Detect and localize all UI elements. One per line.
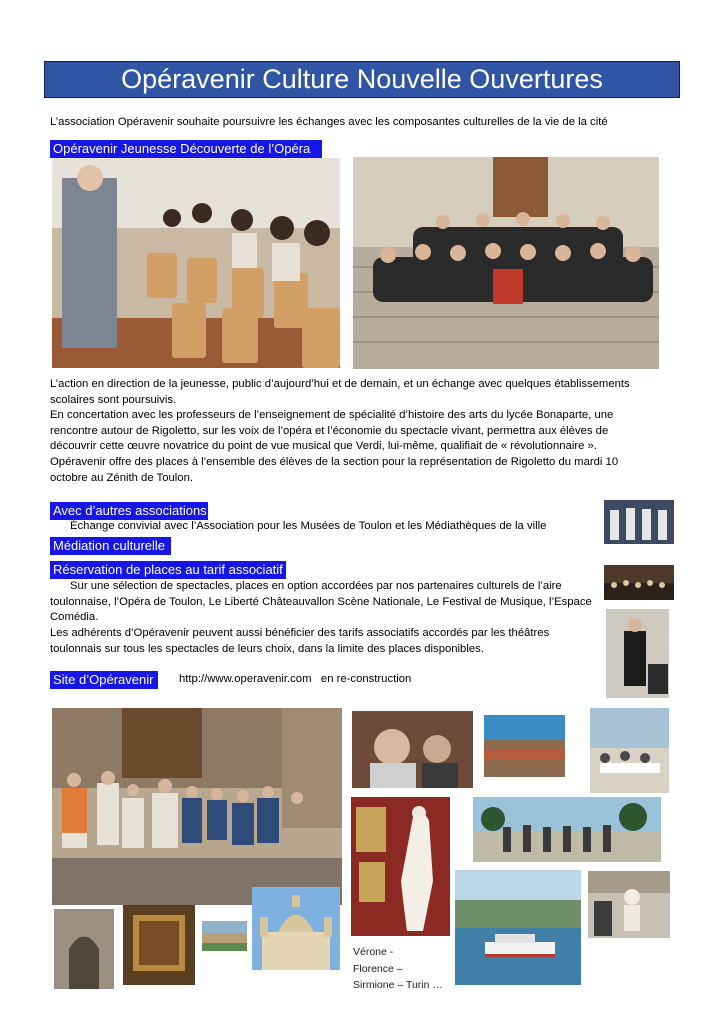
section-heading-site: Site d’Opéravenir	[50, 671, 158, 689]
travel-caption	[353, 944, 443, 994]
photo-couple	[352, 711, 473, 788]
jeunesse-paragraph-2: En concertation avec les professeurs de l’enseignement de spécialité d’histoire des arts du lycée Bonaparte, une rencontre autour de Rigoletto, sur les voix de l’opéra et l’économie du spectacle vivant, permettra aux élèves de découvrir cette œuvre novatrice du point de vue musical que Verdi, lui-même, qualifiait de « révolutionnaire ».	[50, 409, 614, 453]
section-heading-jeunesse: Opéravenir Jeunesse Découverte de l’Opéra	[50, 140, 322, 158]
jeunesse-text	[50, 377, 630, 486]
reservation-paragraph-2: Les adhérents d’Opéravenir peuvent aussi bénéficier des tarifs associatifs accordés par les théâtres toulonnais sur tous les spectacles de leurs choix, dans la limite des places disponibles.	[50, 627, 550, 655]
photo-bust-visit	[588, 871, 670, 938]
caption-line: Sirmione – Turin …	[353, 979, 443, 991]
site-url-line	[179, 673, 411, 685]
page-title: Opéravenir Culture Nouvelle Ouvertures	[44, 61, 680, 98]
photo-lecture-classroom	[52, 158, 340, 368]
photo-cloister	[202, 921, 247, 951]
site-status: en re-construction	[320, 673, 412, 685]
photo-painting-altar	[123, 905, 195, 985]
photo-orchestra	[604, 565, 674, 600]
photo-stage-performers	[604, 500, 674, 544]
section-heading-associations: Avec d’autres associations	[50, 502, 208, 520]
jeunesse-paragraph-3: Opéravenir offre des places à l’ensemble des élèves de la section pour la représentation de Rigoletto du mardi 10 octobre au Zénith de Toulon.	[50, 455, 619, 484]
photo-conductor	[606, 609, 669, 698]
photo-verona-group	[52, 708, 342, 905]
caption-line: Vérone -	[353, 946, 394, 958]
photo-museum-statue	[351, 797, 450, 936]
reservation-text-1	[50, 579, 598, 626]
reservation-paragraph-1: Sur une sélection de spectacles, places en option accordées par nos partenaires culturels de l’aire toulonnaise, l’Opéra de Toulon, Le Liberté Châteauvallon Scène Nationale, Le Festival de Musique, l’Espace Comédia.	[50, 580, 592, 624]
caption-line: Florence –	[353, 962, 403, 975]
photo-terrace-lunch	[590, 708, 669, 793]
photo-superga-basilica	[252, 887, 340, 970]
photo-church-portal	[54, 909, 114, 989]
jeunesse-paragraph-1: L’action en direction de la jeunesse, public d’aujourd’hui et de demain, et un échange avec quelques établissements scolaires sont poursuivis.	[50, 378, 630, 406]
site-url-link[interactable]: http://www.operavenir.com	[179, 673, 312, 685]
photo-group-steps	[353, 157, 659, 369]
photo-lake-boat	[455, 870, 581, 985]
section-heading-reservation: Réservation de places au tarif associatif	[50, 561, 286, 579]
reservation-text-2	[50, 626, 598, 657]
associations-text: Échange convivial avec l’Association pour les Musées de Toulon et les Médiathèques de la ville	[70, 520, 547, 532]
photo-garden-group	[473, 797, 661, 862]
intro-text: L’association Opéravenir souhaite poursuivre les échanges avec les composantes culturelles de la vie de la cité	[50, 116, 608, 128]
section-heading-mediation: Médiation culturelle	[50, 537, 171, 555]
photo-arena	[484, 715, 565, 777]
